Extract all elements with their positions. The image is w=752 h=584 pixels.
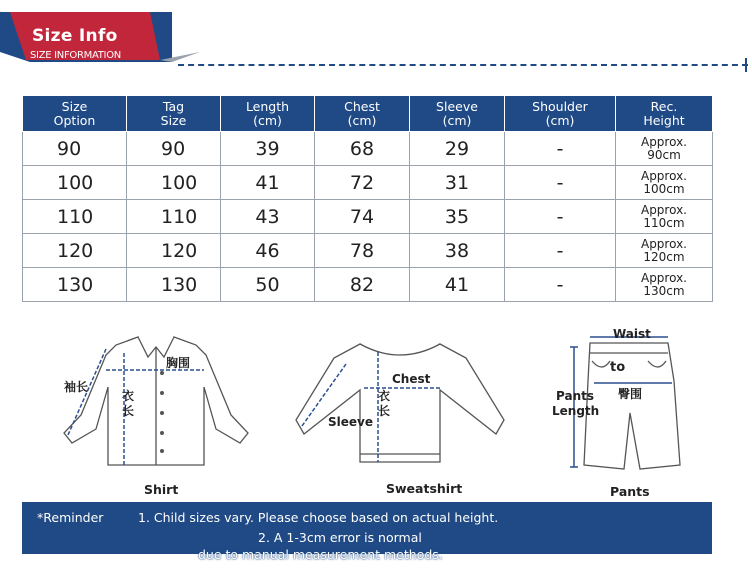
reminder-line-2: 2. A 1-3cm error is normal (258, 530, 422, 545)
cell-sleeve: 29 (410, 132, 505, 166)
shirt-diagram (56, 325, 256, 500)
banner-subtitle: SIZE INFORMATION (30, 50, 121, 61)
sweatshirt-length-label-bottom: 长 (378, 404, 391, 418)
header-tag-size: Tag Size (127, 96, 221, 132)
cell-tag: 100 (127, 166, 221, 200)
sweatshirt-diagram (290, 330, 510, 500)
cell-shoulder: - (505, 132, 616, 166)
cell-height: Approx. 130cm (616, 268, 713, 302)
cell-tag: 90 (127, 132, 221, 166)
reminder-tag: *Reminder (37, 510, 104, 525)
shirt-chest-label: 胸围 (166, 356, 191, 370)
cell-shoulder: - (505, 200, 616, 234)
header-divider-cap (745, 58, 747, 72)
cell-chest: 68 (315, 132, 410, 166)
table-row (23, 268, 713, 302)
banner-title: Size Info (32, 26, 118, 46)
cell-shoulder: - (505, 268, 616, 302)
pants-caption: Pants (610, 484, 650, 499)
shirt-caption: Shirt (144, 482, 179, 497)
cell-tag: 130 (127, 268, 221, 302)
shirt-sleeve-label: 袖长 (64, 380, 89, 394)
reminder-line-1: 1. Child sizes vary. Please choose based on actual height. (138, 510, 499, 525)
header-length: Length (cm) (221, 96, 315, 132)
cell-size: 110 (23, 200, 127, 234)
cell-shoulder: - (505, 234, 616, 268)
table-header-row (23, 96, 713, 132)
cell-size: 100 (23, 166, 127, 200)
cell-chest: 82 (315, 268, 410, 302)
sweatshirt-length-label-top: 衣 (378, 389, 391, 403)
table-row (23, 200, 713, 234)
pants-hip-label: 臀围 (618, 387, 643, 401)
header-shoulder: Shoulder (cm) (505, 96, 616, 132)
header-rec-height: Rec. Height (616, 96, 713, 132)
cell-sleeve: 35 (410, 200, 505, 234)
table-row (23, 132, 713, 166)
cell-height: Approx. 110cm (616, 200, 713, 234)
size-info-banner (0, 12, 172, 68)
cell-sleeve: 38 (410, 234, 505, 268)
cell-height: Approx. 100cm (616, 166, 713, 200)
size-table (22, 95, 713, 302)
sweatshirt-illustration (290, 330, 510, 480)
header-divider (178, 64, 748, 66)
cell-length: 50 (221, 268, 315, 302)
header-chest: Chest (cm) (315, 96, 410, 132)
sweatshirt-chest-label: Chest (392, 372, 431, 386)
shirt-length-label-top: 衣 (122, 389, 135, 403)
pants-length-label-top: Pants (556, 389, 594, 403)
cell-chest: 78 (315, 234, 410, 268)
table-row (23, 166, 713, 200)
header-size-option: Size Option (23, 96, 127, 132)
cell-length: 39 (221, 132, 315, 166)
pants-to-label: to (610, 360, 626, 375)
cell-tag: 110 (127, 200, 221, 234)
cell-length: 46 (221, 234, 315, 268)
reminder-line-3: due to manual measurement methods. (198, 547, 443, 562)
pants-waist-label: Waist (613, 327, 651, 341)
header-sleeve: Sleeve (cm) (410, 96, 505, 132)
shirt-length-label-bottom: 长 (122, 404, 135, 418)
sweatshirt-sleeve-label: Sleeve (328, 415, 373, 429)
shirt-illustration (56, 325, 256, 485)
cell-size: 90 (23, 132, 127, 166)
table-row (23, 234, 713, 268)
pants-length-label-bottom: Length (552, 404, 600, 418)
cell-length: 41 (221, 166, 315, 200)
cell-height: Approx. 120cm (616, 234, 713, 268)
cell-sleeve: 41 (410, 268, 505, 302)
cell-shoulder: - (505, 166, 616, 200)
cell-chest: 74 (315, 200, 410, 234)
cell-size: 130 (23, 268, 127, 302)
sweatshirt-caption: Sweatshirt (386, 481, 463, 496)
cell-size: 120 (23, 234, 127, 268)
cell-sleeve: 31 (410, 166, 505, 200)
cell-length: 43 (221, 200, 315, 234)
cell-height: Approx. 90cm (616, 132, 713, 166)
cell-tag: 120 (127, 234, 221, 268)
pants-diagram (548, 325, 708, 500)
cell-chest: 72 (315, 166, 410, 200)
